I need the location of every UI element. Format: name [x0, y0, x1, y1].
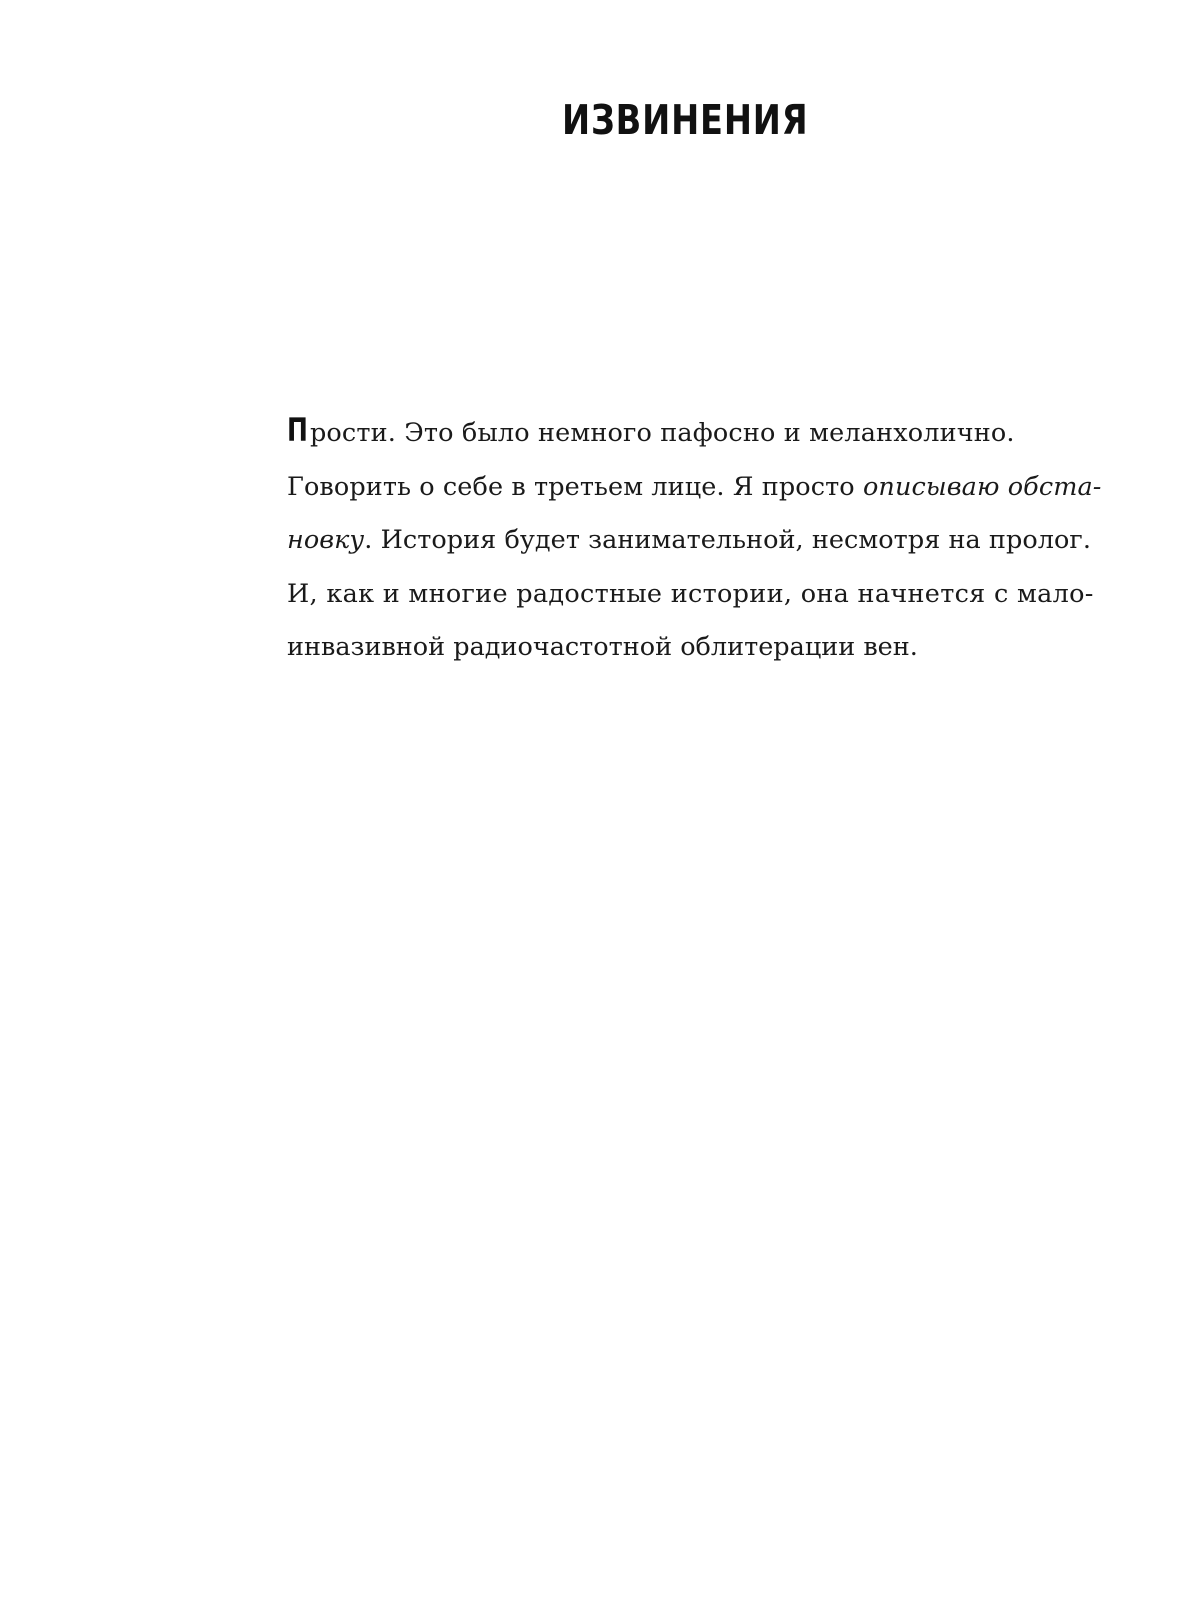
paragraph-line-3 [287, 514, 1091, 568]
paragraph-line-1 [287, 404, 1067, 461]
line-1-text: рости. Это было немного пафосно и меланхолично. [309, 418, 1015, 448]
line-2-text: Говорить о себе в третьем лице. Я просто [287, 471, 863, 502]
line-2-italic-text: описываю обста- [862, 471, 1102, 502]
paragraph-line-5: инвазивной радиочастотной облитерации вен. [287, 632, 918, 662]
drop-cap-letter: П [287, 411, 309, 449]
chapter-title: ИЗВИНЕНИЯ [562, 96, 809, 144]
body-paragraph [287, 404, 1102, 675]
line-3-text: . История будет занимательной, несмотря на пролог. [364, 525, 1091, 555]
paragraph-line-2 [287, 461, 1102, 515]
line-3-italic-text: новку [287, 525, 365, 555]
paragraph-line-4: И, как и многие радостные истории, она начнется с мало- [287, 578, 1094, 609]
